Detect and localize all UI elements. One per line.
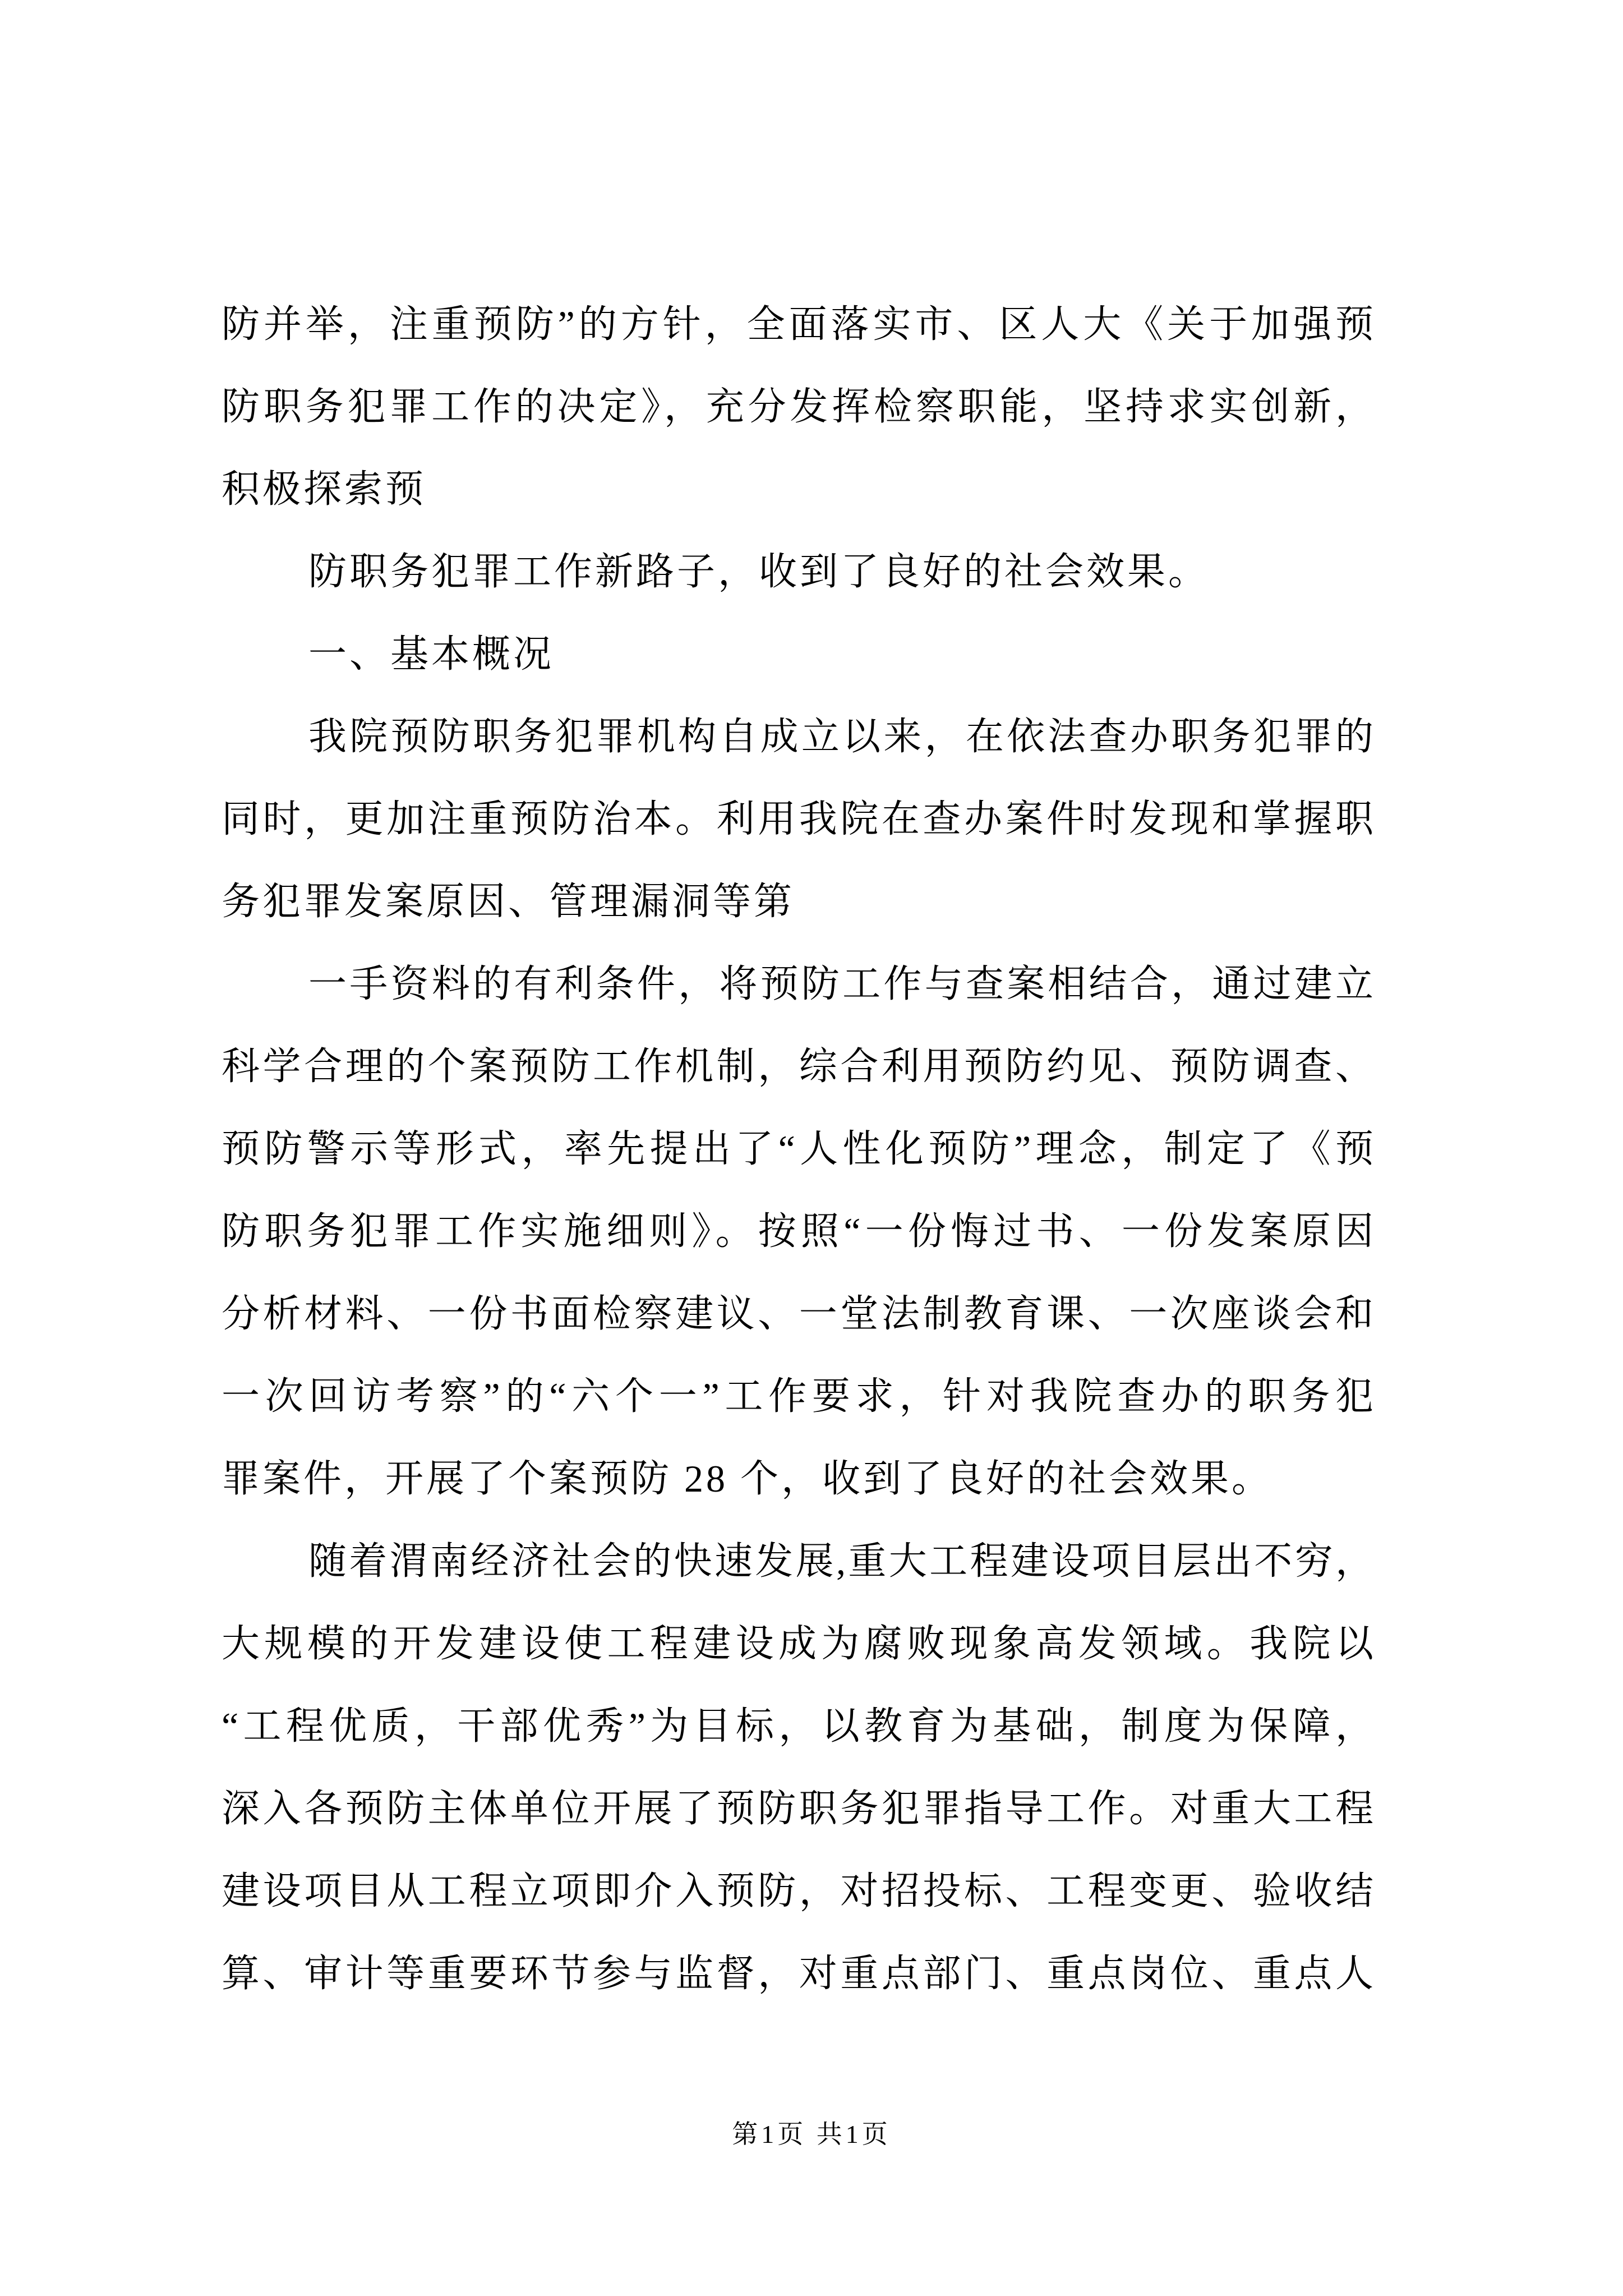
text-line: “工程优质，干部优秀”为目标，以教育为基础，制度为保障， xyxy=(222,1705,1374,1747)
text-line: 同时，更加注重预防治本。利用我院在查办案件时发现和掌握职 xyxy=(222,798,1374,840)
text-line: 算、审计等重要环节参与监督，对重点部门、重点岗位、重点人 xyxy=(222,1952,1374,1995)
text-line: 罪案件，开展了个案预防 28 个，收到了良好的社会效果。 xyxy=(222,1457,1273,1500)
text-line: 务犯罪发案原因、管理漏洞等第 xyxy=(222,880,795,923)
text-line: 预防警示等形式，率先提出了“人性化预防”理念，制定了《预 xyxy=(222,1128,1374,1170)
text-line: 防职务犯罪工作的决定》，充分发挥检察职能，坚持求实创新， xyxy=(222,385,1374,428)
text-line: 随着渭南经济社会的快速发展,重大工程建设项目层出不穷， xyxy=(308,1540,1374,1582)
text-line: 防并举，注重预防”的方针，全面落实市、区人大《关于加强预 xyxy=(222,303,1374,346)
text-line: 一次回访考察”的“六个一”工作要求，针对我院查办的职务犯 xyxy=(222,1375,1374,1418)
text-line: 分析材料、一份书面检察建议、一堂法制教育课、一次座谈会和 xyxy=(222,1292,1374,1335)
document-body xyxy=(222,283,1374,2015)
text-line: 大规模的开发建设使工程建设成为腐败现象高发领域。我院以 xyxy=(222,1622,1374,1665)
text-line: 深入各预防主体单位开展了预防职务犯罪指导工作。对重大工程 xyxy=(222,1787,1374,1830)
text-line: 科学合理的个案预防工作机制，综合利用预防约见、预防调查、 xyxy=(222,1045,1374,1088)
text-line: 积极探索预 xyxy=(222,468,427,510)
text-line: 一、基本概况 xyxy=(308,633,555,675)
text-line: 防职务犯罪工作新路子，收到了良好的社会效果。 xyxy=(308,550,1210,593)
page-footer: 第1页 共1页 xyxy=(732,2120,891,2148)
text-line: 我院预防职务犯罪机构自成立以来，在依法查办职务犯罪的 xyxy=(308,715,1374,758)
text-line: 防职务犯罪工作实施细则》。按照“一份悔过书、一份发案原因 xyxy=(222,1210,1374,1253)
text-line: 一手资料的有利条件，将预防工作与查案相结合，通过建立 xyxy=(308,963,1374,1005)
text-line: 建设项目从工程立项即介入预防，对招投标、工程变更、验收结 xyxy=(222,1870,1374,1912)
